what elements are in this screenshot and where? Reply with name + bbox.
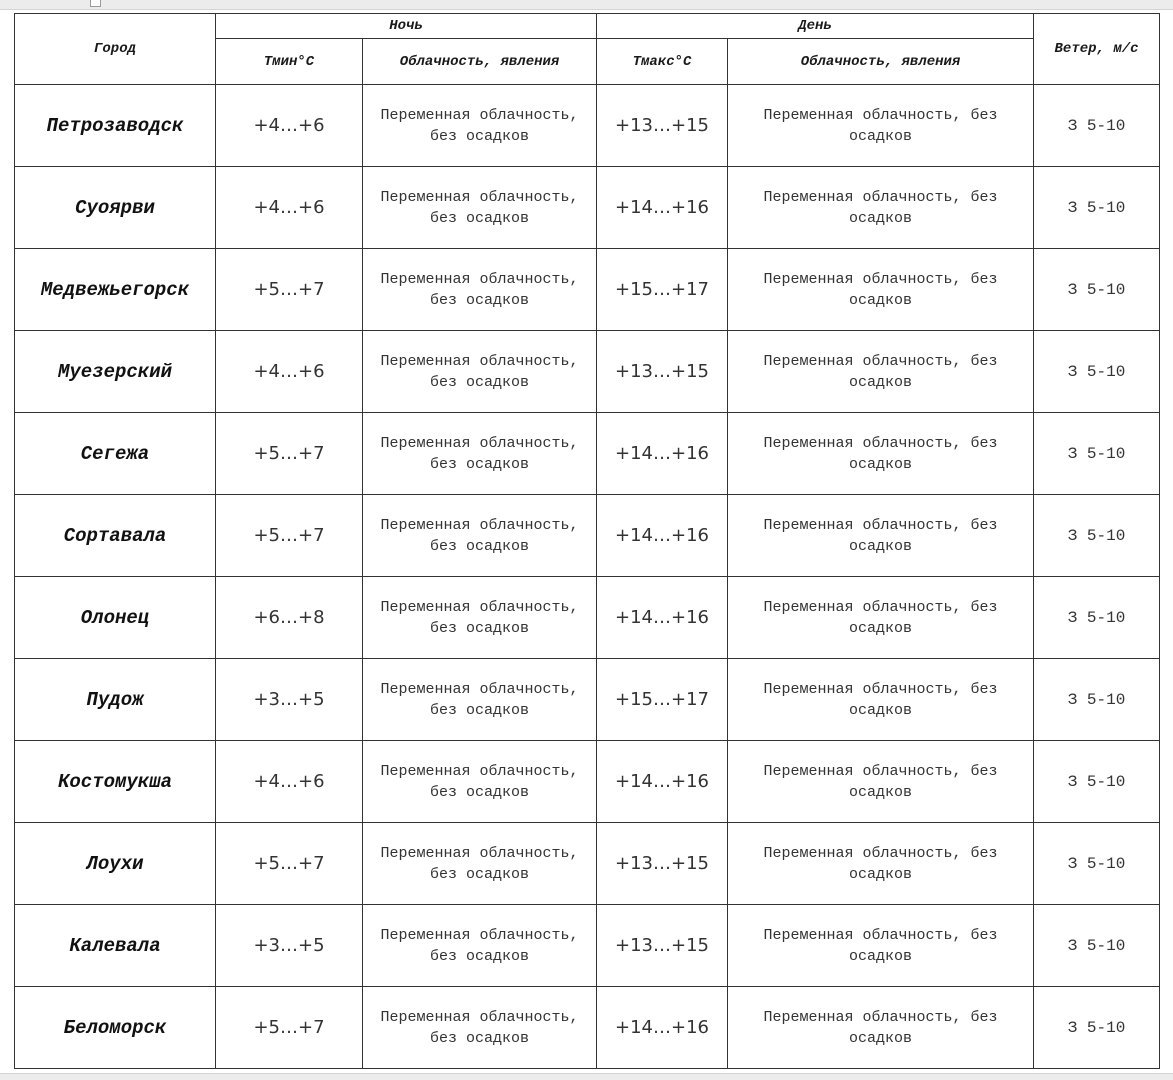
night-desc-cell: Переменная облачность, без осадков	[363, 659, 597, 741]
city-cell: Медвежьегорск	[15, 249, 216, 331]
night-desc-cell: Переменная облачность, без осадков	[363, 167, 597, 249]
table-row	[15, 85, 1160, 167]
day-desc-cell: Переменная облачность, без осадков	[728, 495, 1034, 577]
day-desc-cell: Переменная облачность, без осадков	[728, 905, 1034, 987]
night-desc-cell: Переменная облачность, без осадков	[363, 741, 597, 823]
day-temp-cell: +13…+15	[597, 905, 728, 987]
wind-cell: З 5-10	[1034, 823, 1160, 905]
night-desc-cell: Переменная облачность, без осадков	[363, 85, 597, 167]
wind-cell: З 5-10	[1034, 413, 1160, 495]
wind-cell: З 5-10	[1034, 167, 1160, 249]
table-row	[15, 577, 1160, 659]
night-temp-cell: +4…+6	[216, 167, 363, 249]
night-desc-cell: Переменная облачность, без осадков	[363, 987, 597, 1069]
wind-cell: З 5-10	[1034, 905, 1160, 987]
day-desc-cell: Переменная облачность, без осадков	[728, 659, 1034, 741]
day-temp-cell: +15…+17	[597, 659, 728, 741]
wind-cell: З 5-10	[1034, 495, 1160, 577]
night-temp-cell: +5…+7	[216, 413, 363, 495]
night-temp-cell: +3…+5	[216, 659, 363, 741]
city-cell: Костомукша	[15, 741, 216, 823]
day-desc-cell: Переменная облачность, без осадков	[728, 741, 1034, 823]
night-temp-cell: +5…+7	[216, 495, 363, 577]
day-desc-cell: Переменная облачность, без осадков	[728, 331, 1034, 413]
header-city: Город	[15, 14, 216, 85]
city-cell: Суоярви	[15, 167, 216, 249]
day-desc-cell: Переменная облачность, без осадков	[728, 249, 1034, 331]
night-temp-cell: +5…+7	[216, 249, 363, 331]
day-desc-cell: Переменная облачность, без осадков	[728, 987, 1034, 1069]
wind-cell: З 5-10	[1034, 577, 1160, 659]
header-day: День	[597, 14, 1034, 39]
night-desc-cell: Переменная облачность, без осадков	[363, 823, 597, 905]
night-desc-cell: Переменная облачность, без осадков	[363, 413, 597, 495]
day-temp-cell: +14…+16	[597, 167, 728, 249]
table-row	[15, 905, 1160, 987]
day-temp-cell: +14…+16	[597, 413, 728, 495]
night-temp-cell: +6…+8	[216, 577, 363, 659]
top-toolbar-strip	[0, 0, 1173, 10]
night-temp-cell: +5…+7	[216, 987, 363, 1069]
wind-cell: З 5-10	[1034, 331, 1160, 413]
city-cell: Беломорск	[15, 987, 216, 1069]
table-row	[15, 331, 1160, 413]
city-cell: Сегежа	[15, 413, 216, 495]
day-desc-cell: Переменная облачность, без осадков	[728, 577, 1034, 659]
table-row	[15, 413, 1160, 495]
header-day-tmax: Тмакс°С	[597, 39, 728, 85]
day-temp-cell: +15…+17	[597, 249, 728, 331]
city-cell: Пудож	[15, 659, 216, 741]
night-desc-cell: Переменная облачность, без осадков	[363, 577, 597, 659]
night-temp-cell: +3…+5	[216, 905, 363, 987]
night-desc-cell: Переменная облачность, без осадков	[363, 249, 597, 331]
day-temp-cell: +13…+15	[597, 823, 728, 905]
table-row	[15, 495, 1160, 577]
day-desc-cell: Переменная облачность, без осадков	[728, 85, 1034, 167]
table-row	[15, 659, 1160, 741]
night-desc-cell: Переменная облачность, без осадков	[363, 905, 597, 987]
wind-cell: З 5-10	[1034, 249, 1160, 331]
day-temp-cell: +14…+16	[597, 495, 728, 577]
city-cell: Олонец	[15, 577, 216, 659]
table-row	[15, 741, 1160, 823]
city-cell: Петрозаводск	[15, 85, 216, 167]
city-cell: Лоухи	[15, 823, 216, 905]
wind-cell: З 5-10	[1034, 987, 1160, 1069]
day-temp-cell: +14…+16	[597, 577, 728, 659]
checkbox-icon[interactable]	[90, 0, 101, 7]
header-night-cloud: Облачность, явления	[363, 39, 597, 85]
day-temp-cell: +13…+15	[597, 85, 728, 167]
wind-cell: З 5-10	[1034, 659, 1160, 741]
header-day-cloud: Облачность, явления	[728, 39, 1034, 85]
wind-cell: З 5-10	[1034, 85, 1160, 167]
wind-cell: З 5-10	[1034, 741, 1160, 823]
night-desc-cell: Переменная облачность, без осадков	[363, 331, 597, 413]
night-temp-cell: +4…+6	[216, 331, 363, 413]
table-row	[15, 987, 1160, 1069]
forecast-rows	[15, 85, 1160, 1069]
day-temp-cell: +14…+16	[597, 741, 728, 823]
day-desc-cell: Переменная облачность, без осадков	[728, 413, 1034, 495]
table-row	[15, 823, 1160, 905]
night-desc-cell: Переменная облачность, без осадков	[363, 495, 597, 577]
day-temp-cell: +14…+16	[597, 987, 728, 1069]
night-temp-cell: +5…+7	[216, 823, 363, 905]
header-wind: Ветер, м/с	[1034, 14, 1160, 85]
table-row	[15, 249, 1160, 331]
city-cell: Калевала	[15, 905, 216, 987]
night-temp-cell: +4…+6	[216, 741, 363, 823]
day-temp-cell: +13…+15	[597, 331, 728, 413]
day-desc-cell: Переменная облачность, без осадков	[728, 823, 1034, 905]
table-row	[15, 167, 1160, 249]
header-night-tmin: Тмин°С	[216, 39, 363, 85]
city-cell: Муезерский	[15, 331, 216, 413]
day-desc-cell: Переменная облачность, без осадков	[728, 167, 1034, 249]
night-temp-cell: +4…+6	[216, 85, 363, 167]
city-cell: Сортавала	[15, 495, 216, 577]
forecast-table	[14, 13, 1160, 1069]
header-night: Ночь	[216, 14, 597, 39]
